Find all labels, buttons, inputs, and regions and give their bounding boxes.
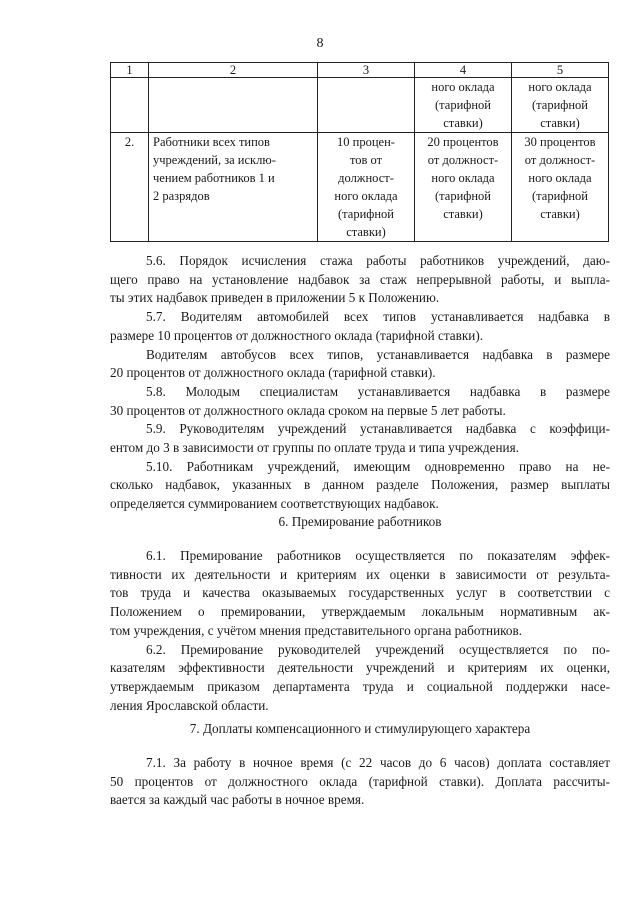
text-line: 5.10. Работникам учреждений, имеющим одновременно право на не- xyxy=(146,458,610,474)
text-line: 6.1. Премирование работников осуществляется по показателям эффек- xyxy=(146,548,610,563)
text-line: казателям эффективности деятельности учреждений и критериям их оценки, xyxy=(110,660,610,676)
text-line: утверждаемым приказом департамента труда и социальной поддержки насе- xyxy=(110,678,610,694)
table-cell xyxy=(111,133,149,242)
text-line: 5.8. Молодым специалистам устанавливается надбавка в размере xyxy=(146,383,610,399)
text-line: Положением о премировании, утверждаемым локальным нормативным ак- xyxy=(110,604,610,620)
cell-text: (тарифной xyxy=(435,189,491,203)
cell-text: ставки) xyxy=(346,225,386,239)
cell-text: 30 процентов xyxy=(524,135,596,149)
table-header-cell: 5 xyxy=(512,63,609,78)
cell-text: должност- xyxy=(338,171,394,185)
text-line: тивности их деятельности и критериям их оценки в зависимости от результа- xyxy=(110,566,610,582)
section-6 xyxy=(110,513,610,532)
table-cell xyxy=(149,133,318,242)
paragraph-5-10 xyxy=(110,458,610,514)
text-line: ты этих надбавок приведен в приложении 5 к Положению. xyxy=(110,290,440,306)
cell-text: ного оклада xyxy=(528,171,592,185)
text-line: том учреждения, с учётом мнения представительного органа работников. xyxy=(110,622,522,638)
table-cell xyxy=(415,78,512,133)
cell-text: (тарифной xyxy=(532,98,588,112)
table-cell xyxy=(512,133,609,242)
text-line: 5.6. Порядок исчисления стажа работы работников учреждений, даю- xyxy=(146,253,610,268)
cell-text: 20 процентов xyxy=(427,135,499,149)
table-row xyxy=(111,133,609,242)
paragraph-5-7-buses xyxy=(110,346,610,383)
page-number: 8 xyxy=(316,36,324,51)
text-line: размере 10 процентов от должностного оклада (тарифной ставки). xyxy=(110,327,484,343)
paragraph-5-9 xyxy=(110,420,610,457)
row-number: 2. xyxy=(124,135,135,149)
paragraph-6-2 xyxy=(110,641,610,716)
cell-text: ного оклада xyxy=(431,171,495,185)
text-line: 5.7. Водителям автомобилей всех типов устанавливается надбавка в xyxy=(146,309,610,325)
cell-text: чением работников 1 и xyxy=(153,171,275,185)
table-header-cell: 1 xyxy=(111,63,149,78)
text-line: 6.2. Премирование руководителей учреждений осуществляется по по- xyxy=(146,641,610,657)
section-7 xyxy=(110,720,610,739)
text-line: 50 процентов от должностного оклада (тарифной ставки). Доплата рассчиты- xyxy=(110,773,610,789)
table-cell xyxy=(111,78,149,133)
table-cell xyxy=(415,133,512,242)
cell-text: ставки) xyxy=(540,207,580,221)
cell-text: 10 процен- xyxy=(337,135,395,149)
text-line: щего право на установление надбавок за стаж непрерывной работы, и выпла- xyxy=(110,271,610,287)
section-7-heading: 7. Доплаты компенсационного и стимулирующего характера xyxy=(189,721,531,736)
paragraph-6-1 xyxy=(110,547,610,641)
cell-text: ного оклада xyxy=(528,80,592,94)
cell-text: ставки) xyxy=(540,116,580,130)
section-7-text xyxy=(110,754,610,810)
cell-text: (тарифной xyxy=(435,98,491,112)
cell-text: тов от xyxy=(349,153,383,167)
text-line: вается за каждый час работы в ночное время. xyxy=(110,792,365,808)
text-line: 30 процентов от должностного оклада сроком на первые 5 лет работы. xyxy=(110,402,506,418)
text-line: тов труда и качества оказываемых государственных услуг в соответствии с xyxy=(110,585,610,601)
text-line: 5.9. Руководителям учреждений устанавливается надбавка с коэффици- xyxy=(146,421,610,437)
paragraph-7-1 xyxy=(110,754,610,810)
cell-text: ного оклада xyxy=(334,189,398,203)
section-6-heading: 6. Премирование работников xyxy=(278,514,442,529)
cell-text: ного оклада xyxy=(431,80,495,94)
text-line: ентом до 3 в зависимости от группы по оплате труда и типа учреждения. xyxy=(110,440,519,456)
table-header-cell: 2 xyxy=(149,63,318,78)
text-line: 7.1. За работу в ночное время (с 22 часов до 6 часов) доплата составляет xyxy=(146,755,610,770)
cell-text: (тарифной xyxy=(532,189,588,203)
cell-text: (тарифной xyxy=(338,207,394,221)
cell-text: учреждений, за исклю- xyxy=(153,153,276,167)
section-6-text xyxy=(110,547,610,715)
cell-text: 2 разрядов xyxy=(153,189,210,203)
cell-text: от должност- xyxy=(524,153,596,167)
table-cell xyxy=(512,78,609,133)
paragraph-5-6 xyxy=(110,252,610,308)
table-header-row xyxy=(111,63,609,78)
text-line: определяется суммированием соответствующих надбавок. xyxy=(110,496,439,512)
table-header-cell: 4 xyxy=(415,63,512,78)
table-cell xyxy=(318,133,415,242)
paragraph-5-7 xyxy=(110,308,610,345)
text-line: 20 процентов от должностного оклада (тарифной ставки). xyxy=(110,365,436,381)
table-cell xyxy=(149,78,318,133)
table-row xyxy=(111,78,609,133)
text-line: сколько надбавок, указанных в данном разделе Положения, размер выплаты xyxy=(110,477,610,493)
cell-text: ставки) xyxy=(443,207,483,221)
table-cell xyxy=(318,78,415,133)
text-line: Водителям автобусов всех типов, устанавливается надбавка в размере xyxy=(146,346,610,362)
section-5-text xyxy=(110,252,610,514)
cell-text: от должност- xyxy=(427,153,499,167)
paragraph-5-8 xyxy=(110,383,610,420)
cell-text: ставки) xyxy=(443,116,483,130)
cell-text: Работники всех типов xyxy=(153,135,270,149)
text-line: ления Ярославской области. xyxy=(110,697,269,713)
table-header-cell: 3 xyxy=(318,63,415,78)
salary-supplement-table xyxy=(110,62,609,242)
